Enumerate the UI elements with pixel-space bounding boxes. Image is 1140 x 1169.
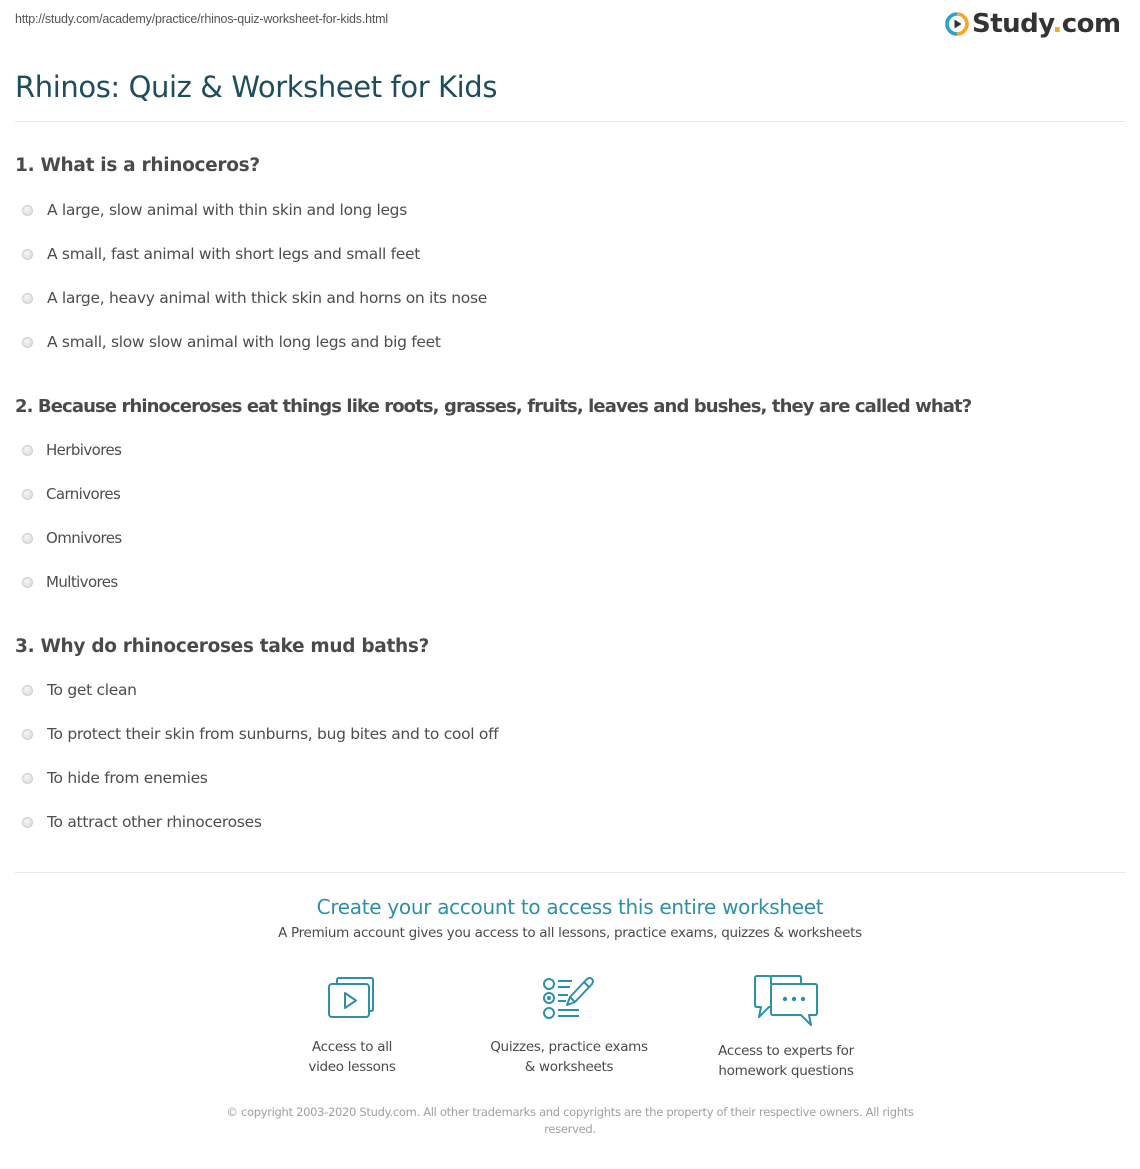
copyright-notice: © copyright 2003-2020 Study.com. All other trademarks and copyrights are the property of their respective owners. All rights reserved. <box>226 1105 914 1136</box>
option-label: To attract other rhinoceroses <box>47 813 262 831</box>
question-2-option-3[interactable] <box>22 528 122 548</box>
radio-button[interactable] <box>22 817 33 828</box>
radio-button[interactable] <box>22 249 33 260</box>
feature-label-line2: video lessons <box>308 1059 396 1075</box>
option-label: Carnivores <box>46 485 121 503</box>
radio-button[interactable] <box>22 685 33 696</box>
radio-button[interactable] <box>22 489 33 500</box>
page-title: Rhinos: Quiz & Worksheet for Kids <box>15 70 498 104</box>
option-label: A large, slow animal with thin skin and long legs <box>47 201 407 219</box>
feature-quizzes <box>469 975 669 1077</box>
feature-label-line1: Quizzes, practice exams <box>490 1039 648 1055</box>
feature-label-line1: Access to experts for <box>718 1043 854 1059</box>
study-com-logo[interactable] <box>945 7 1121 41</box>
radio-button[interactable] <box>22 773 33 784</box>
question-1-title: 1. What is a rhinoceros? <box>15 155 260 176</box>
radio-button[interactable] <box>22 205 33 216</box>
radio-button[interactable] <box>22 533 33 544</box>
divider <box>15 121 1125 122</box>
cta-subtitle: A Premium account gives you access to all lessons, practice exams, quizzes & worksheets <box>278 925 862 941</box>
question-2-title: 2. Because rhinoceroses eat things like roots, grasses, fruits, leaves and bushes, they are called what? <box>15 396 972 417</box>
question-1-option-4[interactable] <box>22 332 441 352</box>
logo-wordmark <box>972 9 1121 39</box>
option-label: Multivores <box>46 573 118 591</box>
radio-button[interactable] <box>22 577 33 588</box>
radio-button[interactable] <box>22 337 33 348</box>
question-3-option-4[interactable] <box>22 812 262 832</box>
option-label: A small, slow slow animal with long legs and big feet <box>47 333 441 351</box>
question-1-option-1[interactable] <box>22 200 407 220</box>
question-2-option-1[interactable] <box>22 440 121 460</box>
question-3-option-1[interactable] <box>22 680 137 700</box>
option-label: Herbivores <box>46 441 122 459</box>
option-label: Omnivores <box>46 529 122 547</box>
option-label: A large, heavy animal with thick skin and horns on its nose <box>47 289 487 307</box>
option-label: To get clean <box>47 681 137 699</box>
question-1-option-2[interactable] <box>22 244 420 264</box>
option-label: To hide from enemies <box>47 769 208 787</box>
option-label: To protect their skin from sunburns, bug bites and to cool off <box>47 725 499 743</box>
logo-text-tld: com <box>1061 9 1121 39</box>
question-2-option-4[interactable] <box>22 572 118 592</box>
question-3-title: 3. Why do rhinoceroses take mud baths? <box>15 636 430 657</box>
feature-label-line2: homework questions <box>718 1063 854 1079</box>
logo-text-dot: . <box>1052 9 1062 39</box>
logo-text-main: Study <box>972 9 1053 39</box>
question-1-option-3[interactable] <box>22 288 487 308</box>
page-url: http://study.com/academy/practice/rhinos-quiz-worksheet-for-kids.html <box>15 12 388 26</box>
divider <box>15 872 1125 873</box>
radio-button[interactable] <box>22 293 33 304</box>
video-lessons-icon <box>325 975 379 1023</box>
option-label: A small, fast animal with short legs and small feet <box>47 245 421 263</box>
feature-video-lessons <box>252 975 452 1077</box>
feature-label-line2: & worksheets <box>524 1059 614 1075</box>
radio-button[interactable] <box>22 729 33 740</box>
question-3-option-2[interactable] <box>22 724 498 744</box>
radio-button[interactable] <box>22 445 33 456</box>
quiz-checklist-icon <box>541 975 597 1023</box>
chat-bubbles-icon <box>753 975 819 1027</box>
feature-label-line1: Access to all <box>311 1039 393 1055</box>
create-account-link[interactable]: Create your account to access this entire worksheet <box>316 895 824 919</box>
play-circle-icon <box>945 12 969 36</box>
question-3-option-3[interactable] <box>22 768 208 788</box>
feature-experts <box>686 975 886 1081</box>
question-2-option-2[interactable] <box>22 484 120 504</box>
